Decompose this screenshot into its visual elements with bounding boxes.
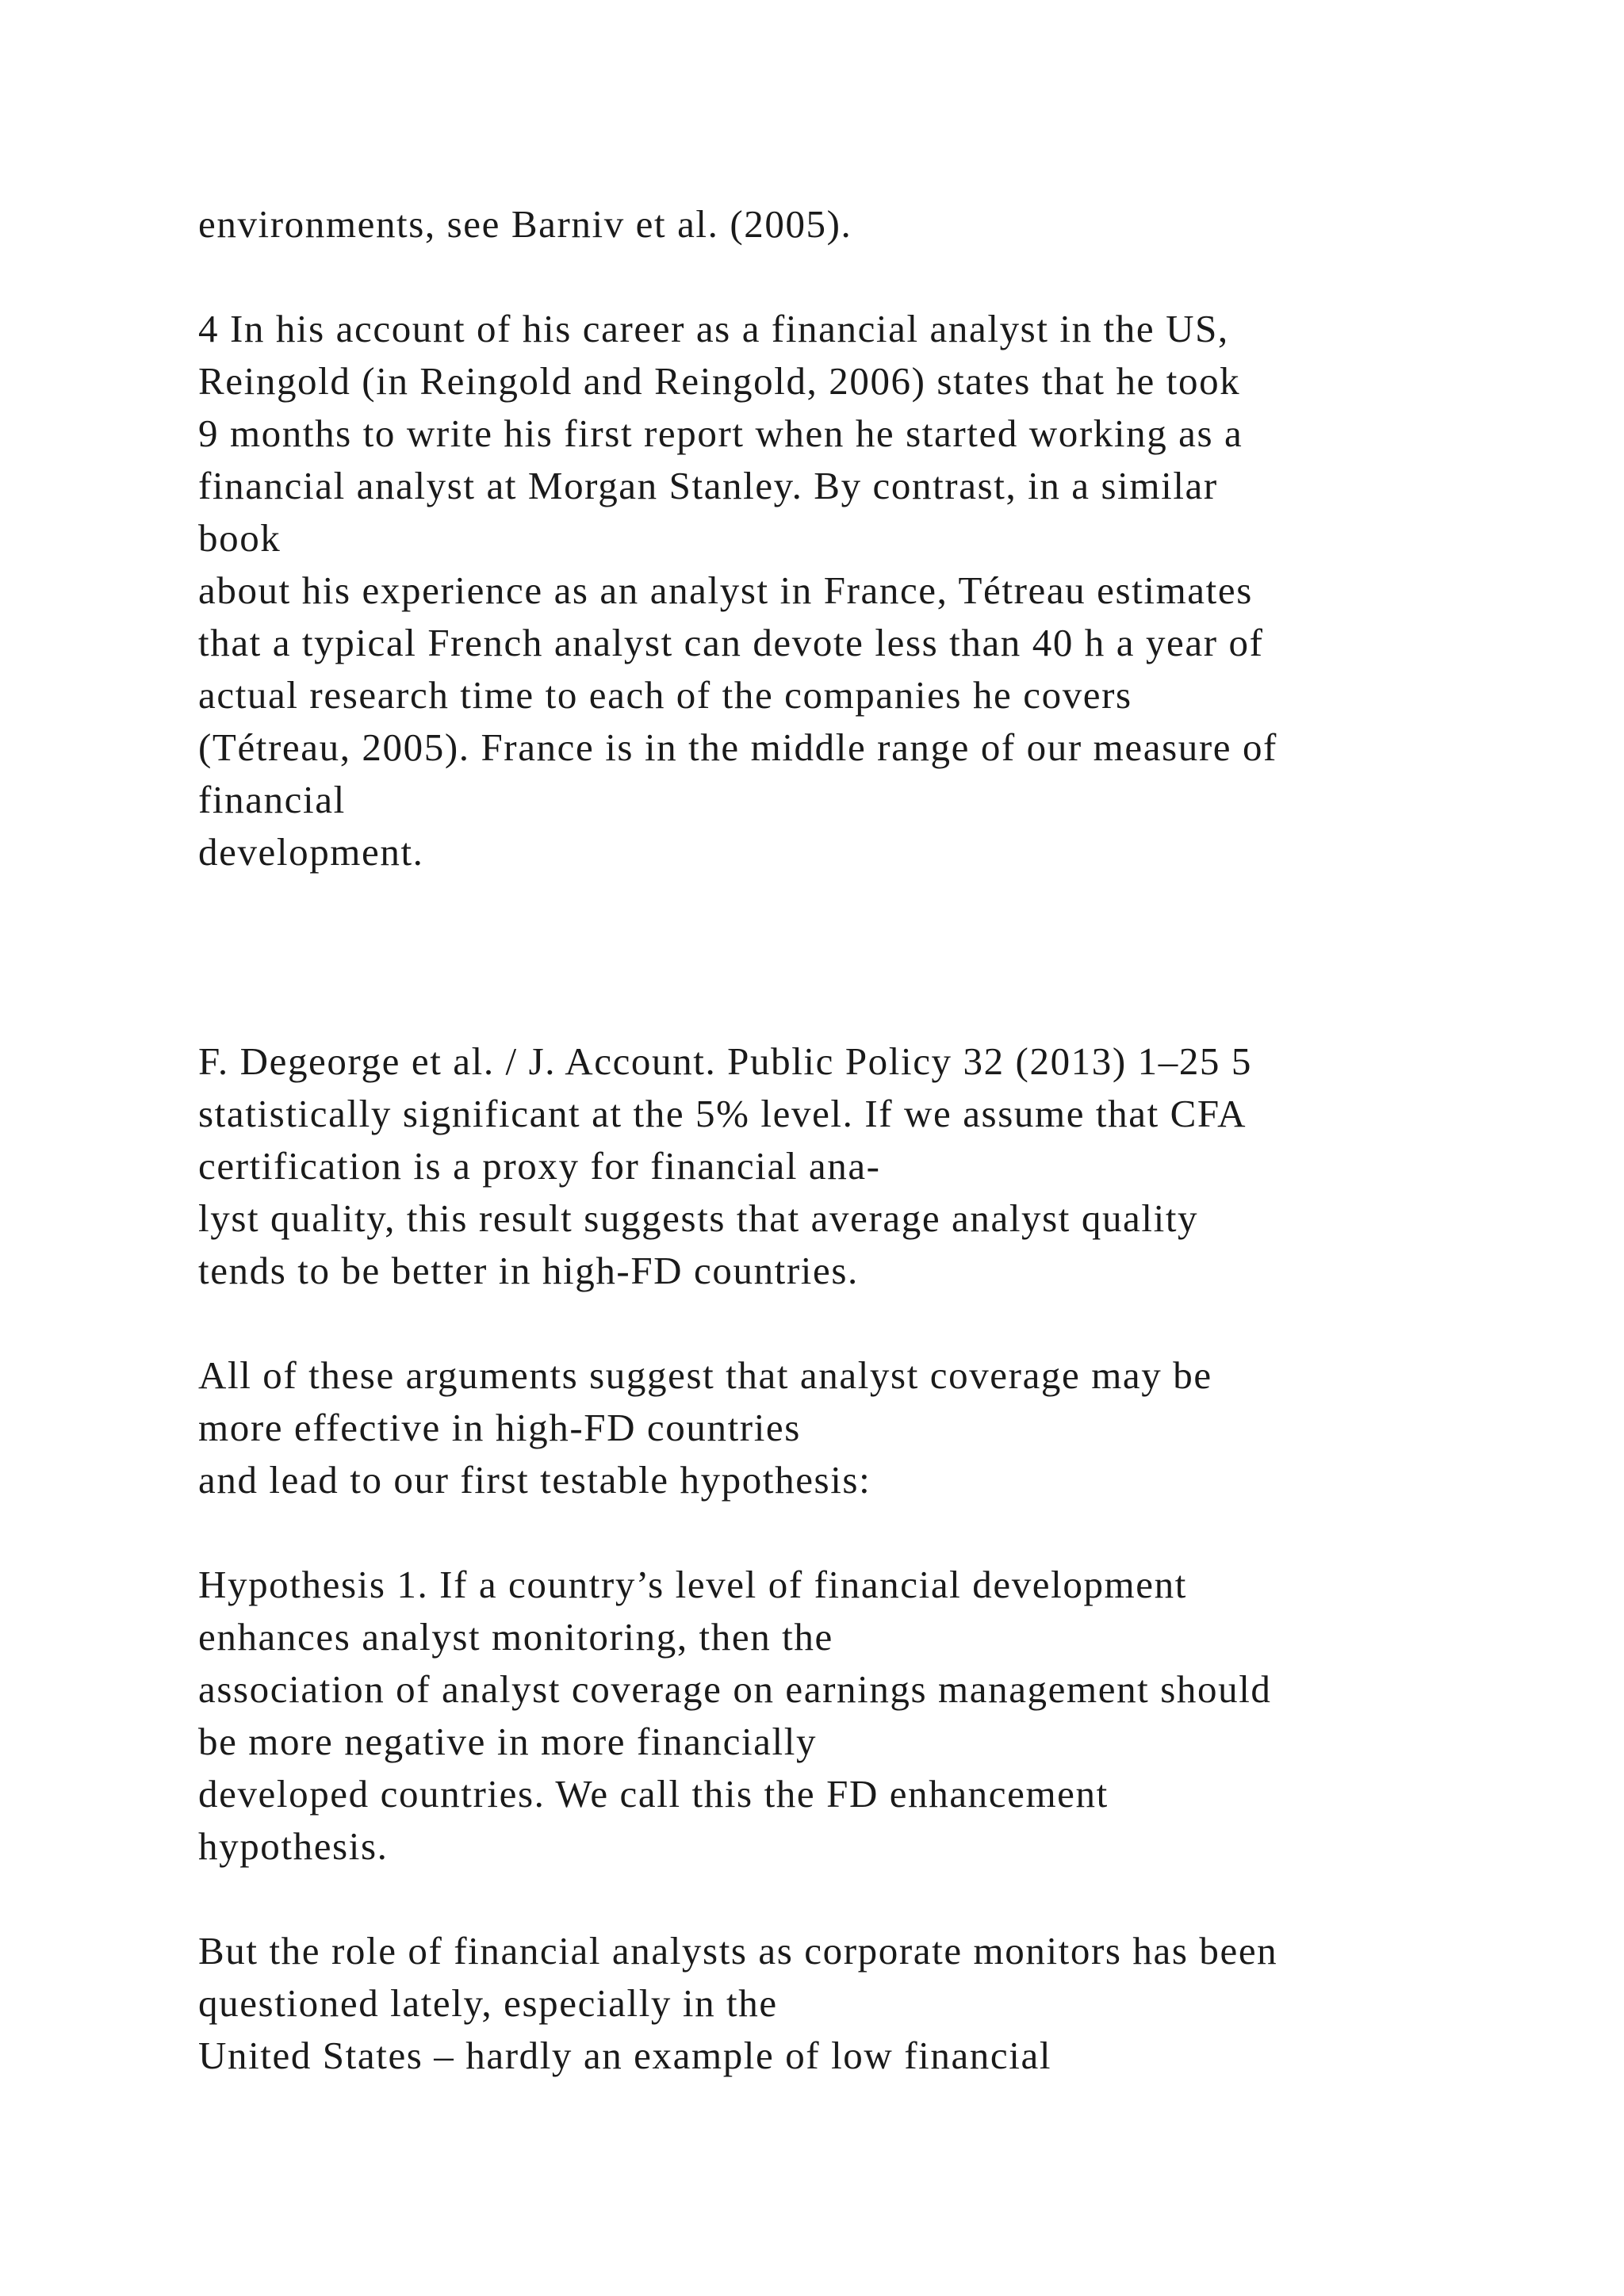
text-line: But the role of financial analysts as corporate monitors has been (198, 1929, 1278, 1973)
text-line: statistically significant at the 5% level. If we assume that CFA (198, 1092, 1247, 1135)
text-line: enhances analyst monitoring, then the (198, 1615, 833, 1659)
text-line: financial analyst at Morgan Stanley. By contrast, in a similar (198, 464, 1218, 507)
text-line: lyst quality, this result suggests that average analyst quality (198, 1196, 1199, 1240)
text-line: All of these arguments suggest that analyst coverage may be (198, 1353, 1212, 1397)
text-line: United States – hardly an example of low financial (198, 2034, 1052, 2077)
text-line: certification is a proxy for financial ana- (198, 1144, 881, 1188)
text-line: (Tétreau, 2005). France is in the middle range of our measure of (198, 725, 1277, 769)
text-line: 9 months to write his first report when he started working as a (198, 411, 1243, 455)
text-line: developed countries. We call this the FD enhancement (198, 1772, 1109, 1816)
text-line-footnote-3-end: environments, see Barniv et al. (2005). (198, 202, 852, 246)
text-line: questioned lately, especially in the (198, 1981, 778, 2025)
text-line: and lead to our first testable hypothesis: (198, 1458, 871, 1502)
text-line: Reingold (in Reingold and Reingold, 2006) states that he took (198, 359, 1241, 403)
text-line: financial (198, 778, 346, 821)
text-line: association of analyst coverage on earnings management should (198, 1667, 1272, 1711)
text-line-footnote-4-start: 4 In his account of his career as a financial analyst in the US, (198, 307, 1229, 350)
text-line: development. (198, 830, 424, 874)
running-header: F. Degeorge et al. / J. Account. Public Policy 32 (2013) 1–25 5 (198, 1039, 1252, 1083)
text-line: tends to be better in high-FD countries. (198, 1249, 859, 1292)
text-line: that a typical French analyst can devote less than 40 h a year of (198, 621, 1264, 664)
text-line: book (198, 516, 282, 560)
text-line: actual research time to each of the companies he covers (198, 673, 1132, 717)
text-line: about his experience as an analyst in France, Tétreau estimates (198, 568, 1253, 612)
text-line: more effective in high-FD countries (198, 1406, 801, 1449)
text-line: be more negative in more financially (198, 1720, 818, 1763)
hypothesis-1-line: Hypothesis 1. If a country’s level of financial development (198, 1563, 1187, 1606)
text-line: hypothesis. (198, 1824, 389, 1868)
